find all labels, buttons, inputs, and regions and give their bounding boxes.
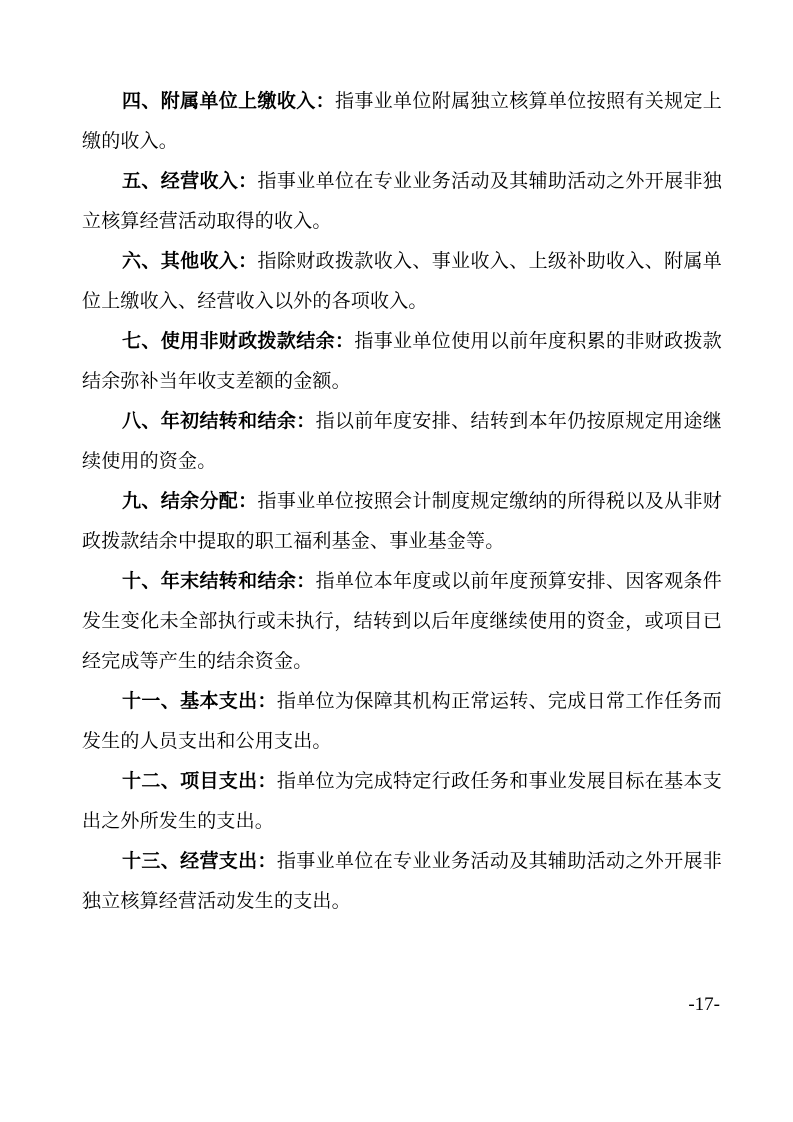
definition-text: 指以前年度安排、结转到本年仍按原规定用途继续使用的资金。: [82, 410, 722, 472]
definition-text: 指事业单位在专业业务活动及其辅助活动之外开展非独立核算经营活动发生的支出。: [82, 850, 722, 912]
definition-paragraph: [82, 681, 722, 761]
definition-paragraph: [82, 401, 722, 481]
definition-term: 十、年末结转和结余：: [122, 570, 316, 592]
definition-text: 指单位为完成特定行政任务和事业发展目标在基本支出之外所发生的支出。: [82, 770, 722, 832]
definition-paragraph: [82, 241, 722, 321]
definition-term: 九、结余分配：: [122, 490, 258, 512]
definition-text: 指事业单位在专业业务活动及其辅助活动之外开展非独立核算经营活动取得的收入。: [82, 170, 722, 232]
definition-term: 六、其他收入：: [122, 250, 258, 272]
definition-paragraph: [82, 761, 722, 841]
definition-paragraph: [82, 481, 722, 561]
definition-text: 指单位本年度或以前年度预算安排、因客观条件发生变化未全部执行或未执行，结转到以后年度继续使用的资金，或项目已经完成等产生的结余资金。: [82, 570, 722, 672]
definition-text: 指除财政拨款收入、事业收入、上级补助收入、附属单位上缴收入、经营收入以外的各项收入。: [82, 250, 722, 312]
definition-paragraph: [82, 81, 722, 161]
definition-term: 十二、项目支出：: [122, 770, 277, 792]
definition-paragraph: [82, 561, 722, 681]
definition-paragraph: [82, 161, 722, 241]
document-body: [82, 81, 722, 921]
definition-text: 指事业单位使用以前年度积累的非财政拨款结余弥补当年收支差额的金额。: [82, 330, 722, 392]
definition-paragraph: [82, 321, 722, 401]
definition-term: 四、附属单位上缴收入：: [122, 90, 335, 112]
definition-term: 十一、基本支出：: [122, 690, 277, 712]
definition-term: 五、经营收入：: [122, 170, 258, 192]
definition-term: 八、年初结转和结余：: [122, 410, 316, 432]
page-number: -17-: [688, 994, 720, 1015]
definition-text: 指事业单位按照会计制度规定缴纳的所得税以及从非财政拨款结余中提取的职工福利基金、事业基金等。: [82, 490, 722, 552]
definition-text: 指事业单位附属独立核算单位按照有关规定上缴的收入。: [82, 90, 722, 152]
definition-term: 七、使用非财政拨款结余：: [122, 330, 355, 352]
definition-paragraph: [82, 841, 722, 921]
definition-term: 十三、经营支出：: [122, 850, 277, 872]
definition-text: 指单位为保障其机构正常运转、完成日常工作任务而发生的人员支出和公用支出。: [82, 690, 722, 752]
